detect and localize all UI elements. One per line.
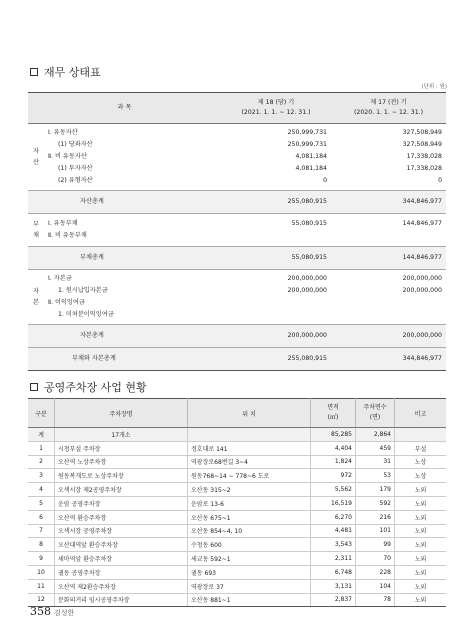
cell-area: 972 [311, 469, 356, 483]
cell-name: 운암 공영주차장 [55, 496, 188, 510]
asset-total-row [28, 191, 446, 214]
asset-items [44, 124, 221, 191]
cell-note: 노외 [395, 524, 447, 538]
cell-value [331, 309, 442, 321]
cell-location: 원동768~14 ∼ 778~6 도로 [188, 469, 311, 483]
cell-location: 궐동 693 [188, 565, 311, 579]
list-item: 1. 원시납입자본금 [58, 287, 108, 294]
table-row [28, 483, 446, 497]
total-label: 자산총계 [44, 191, 221, 214]
cell-value: 200,000,000 [402, 275, 442, 282]
cell-name: 오색시장 공영주차장 [55, 524, 188, 538]
table-row [28, 593, 446, 607]
total-current: 255,080,915 [221, 348, 331, 371]
total-label: 부채와 자본총계 [44, 348, 221, 371]
cell-area: 4,481 [311, 524, 356, 538]
cell-name: 오산역 노상주차장 [55, 455, 188, 469]
cell-spaces: 216 [356, 510, 395, 524]
table-header-row [28, 93, 446, 124]
cell-value: 0 [438, 177, 442, 184]
cell-note: 노외 [395, 510, 447, 524]
cell-value: 250,999,731 [287, 141, 327, 148]
cell-no: 7 [28, 524, 55, 538]
cell-value: 0 [323, 177, 327, 184]
liability-current-values [221, 214, 331, 247]
cell-location [188, 428, 311, 442]
cell-no: 1 [28, 441, 55, 455]
liability-items [44, 214, 221, 247]
cell-area: 3,543 [311, 538, 356, 552]
table-row [28, 579, 446, 593]
cell-location: 세교동 592~1 [188, 552, 311, 566]
cell-name: 세마역앞 환승주차장 [55, 552, 188, 566]
header-area: 면적 (㎡) [311, 399, 356, 428]
cell-no: 3 [28, 469, 55, 483]
parking-table [28, 398, 446, 607]
asset-current-values [221, 124, 331, 191]
list-item: Ⅱ. 비 유동자산 [48, 153, 87, 160]
list-item: Ⅱ. 비 유동부채 [48, 232, 87, 239]
cell-value: 17,338,028 [406, 153, 442, 160]
cell-area: 2,837 [311, 593, 356, 607]
cell-location: 역광장로 37 [188, 579, 311, 593]
capital-group [28, 270, 446, 325]
cell-note: 노외 [395, 552, 447, 566]
cell-no: 10 [28, 565, 55, 579]
cell-value: 17,338,028 [406, 165, 442, 172]
capital-total-row [28, 325, 446, 348]
list-item: 1. 미처분이익잉여금 [58, 311, 114, 318]
header-current-period: 제 18 (당) 기 [257, 99, 295, 107]
cell-note: 노외 [395, 565, 447, 579]
cell-value [331, 230, 442, 242]
cell-value: 327,508,949 [402, 129, 442, 136]
capital-previous-values [331, 270, 446, 325]
cell-no: 2 [28, 455, 55, 469]
cell-no: 11 [28, 579, 55, 593]
category-assets: 자 산 [28, 124, 44, 191]
cell-value [331, 297, 442, 309]
category-capital: 자 본 [28, 270, 44, 325]
total-current: 55,080,915 [221, 247, 331, 270]
list-item: Ⅰ. 유동부채 [48, 220, 78, 227]
cell-area: 6,270 [311, 510, 356, 524]
total-current: 255,080,915 [221, 191, 331, 214]
cell-spaces: 2,864 [356, 428, 395, 442]
list-item: (1) 투자자산 [58, 165, 93, 172]
cell-value [221, 297, 327, 309]
header-name: 주차장명 [55, 399, 188, 428]
list-item: Ⅱ. 이익잉여금 [48, 299, 85, 306]
table-row [28, 496, 446, 510]
cell-name: 오산역 제2환승주차장 [55, 579, 188, 593]
category-liabilities: 부 채 [28, 214, 44, 247]
cell-no: 5 [28, 496, 55, 510]
header-previous-dates: (2020. 1. 1. ∼ 12. 31.) [353, 109, 424, 116]
total-previous: 344,846,977 [331, 348, 446, 371]
total-label: 부채총계 [44, 247, 221, 270]
header-previous [331, 93, 446, 124]
cell-note [395, 428, 447, 442]
section-title-text: 공영주차장 사업 현황 [44, 381, 147, 394]
section-title-balance [30, 64, 101, 80]
cell-value: 55,080,915 [291, 220, 327, 227]
cell-note: 노상 [395, 469, 447, 483]
cell-spaces: 53 [356, 469, 395, 483]
cell-spaces: 99 [356, 538, 395, 552]
cell-no: 4 [28, 483, 55, 497]
table-row [28, 538, 446, 552]
cell-note: 노외 [395, 579, 447, 593]
cell-value: 144,846,977 [402, 220, 442, 227]
author-name: 김성한 [54, 609, 75, 617]
liability-total-row [28, 247, 446, 270]
cell-no: 12 [28, 593, 55, 607]
liability-group [28, 214, 446, 247]
cell-location: 오산동 675~1 [188, 510, 311, 524]
total-previous: 200,000,000 [331, 325, 446, 348]
total-previous: 344,846,977 [331, 191, 446, 214]
cell-location: 오산동 881~1 [188, 593, 311, 607]
header-current-dates: (2021. 1. 1. ∼ 12. 31.) [241, 109, 311, 116]
header-previous-period: 제 17 (전) 기 [370, 99, 407, 107]
cell-area: 16,519 [311, 496, 356, 510]
cell-location: 오산동 315~2 [188, 483, 311, 497]
cell-name: 17개소 [55, 428, 188, 442]
balance-sheet-table [28, 92, 446, 371]
grand-total-row [28, 348, 446, 371]
cell-no: 9 [28, 552, 55, 566]
cell-no: 6 [28, 510, 55, 524]
square-bullet-icon [30, 68, 38, 76]
cell-spaces: 592 [356, 496, 395, 510]
cell-location: 운암로 13-6 [188, 496, 311, 510]
capital-items [44, 270, 221, 325]
table-header-row [28, 399, 446, 428]
total-previous: 144,846,977 [331, 247, 446, 270]
table-row [28, 510, 446, 524]
cell-value: 327,508,949 [402, 141, 442, 148]
list-item: Ⅰ. 유동자산 [48, 129, 78, 136]
cell-area: 2,311 [311, 552, 356, 566]
cell-area: 3,131 [311, 579, 356, 593]
asset-previous-values [331, 124, 446, 191]
cell-note: 노외 [395, 483, 447, 497]
list-item: Ⅰ. 자본금 [48, 275, 72, 282]
cell-location: 수청동 600 [188, 538, 311, 552]
cell-spaces: 179 [356, 483, 395, 497]
cell-name: 오산역 환승주차장 [55, 510, 188, 524]
cell-spaces: 228 [356, 565, 395, 579]
header-no: 구분 [28, 399, 55, 428]
cell-location: 오산동 854~4, 10 [188, 524, 311, 538]
total-label: 자본총계 [44, 325, 221, 348]
cell-value [221, 230, 327, 242]
cell-name: 궐동 공영주차장 [55, 565, 188, 579]
capital-current-values [221, 270, 331, 325]
total-current: 200,000,000 [221, 325, 331, 348]
cell-value: 200,000,000 [287, 287, 327, 294]
header-current [221, 93, 331, 124]
summary-row [28, 428, 446, 442]
cell-spaces: 78 [356, 593, 395, 607]
unit-label: (단위 : 원) [421, 84, 447, 90]
cell-area: 4,404 [311, 441, 356, 455]
cell-spaces: 459 [356, 441, 395, 455]
cell-note: 노상 [395, 455, 447, 469]
cell-location: 역광장로68번길 3~4 [188, 455, 311, 469]
liability-previous-values [331, 214, 446, 247]
cell-spaces: 104 [356, 579, 395, 593]
header-item: 과 목 [28, 93, 221, 124]
cell-name: 시청부설 주차장 [55, 441, 188, 455]
table-row [28, 565, 446, 579]
table-row [28, 441, 446, 455]
page-number: 358 [30, 605, 51, 618]
section-title-text: 재무 상태표 [44, 66, 101, 79]
table-row [28, 524, 446, 538]
table-row [28, 469, 446, 483]
cell-value: 200,000,000 [287, 275, 327, 282]
square-bullet-icon [30, 383, 38, 391]
cell-spaces: 70 [356, 552, 395, 566]
cell-area: 6,748 [311, 565, 356, 579]
cell-note: 부설 [395, 441, 447, 455]
table-row [28, 552, 446, 566]
cell-spaces: 31 [356, 455, 395, 469]
cell-no: 계 [28, 428, 55, 442]
cell-location: 정호대로 141 [188, 441, 311, 455]
list-item: (2) 유형자산 [58, 177, 93, 184]
cell-name: 오색시장 제2공영주차장 [55, 483, 188, 497]
cell-note: 노외 [395, 538, 447, 552]
cell-note: 노외 [395, 593, 447, 607]
cell-value: 4,081,184 [295, 165, 327, 172]
header-location: 위 치 [188, 399, 311, 428]
cell-area: 85,285 [311, 428, 356, 442]
cell-note: 노외 [395, 496, 447, 510]
header-note: 비고 [395, 399, 447, 428]
cell-value [221, 309, 327, 321]
cell-no: 8 [28, 538, 55, 552]
cell-area: 1,824 [311, 455, 356, 469]
section-title-parking [30, 379, 147, 395]
table-row [28, 455, 446, 469]
cell-value: 200,000,000 [402, 287, 442, 294]
asset-group [28, 124, 446, 191]
header-spaces: 주차면수 (면) [356, 399, 395, 428]
list-item: (1) 당좌자산 [58, 141, 93, 148]
cell-value: 250,999,731 [287, 129, 327, 136]
page-footer [30, 605, 74, 618]
cell-value: 4,081,184 [295, 153, 327, 160]
cell-name: 문화의거리 임시공영주차장 [55, 593, 188, 607]
cell-spaces: 101 [356, 524, 395, 538]
cell-area: 5,562 [311, 483, 356, 497]
cell-name: 원동복개도로 노상주차장 [55, 469, 188, 483]
cell-name: 오산대역앞 환승주차장 [55, 538, 188, 552]
